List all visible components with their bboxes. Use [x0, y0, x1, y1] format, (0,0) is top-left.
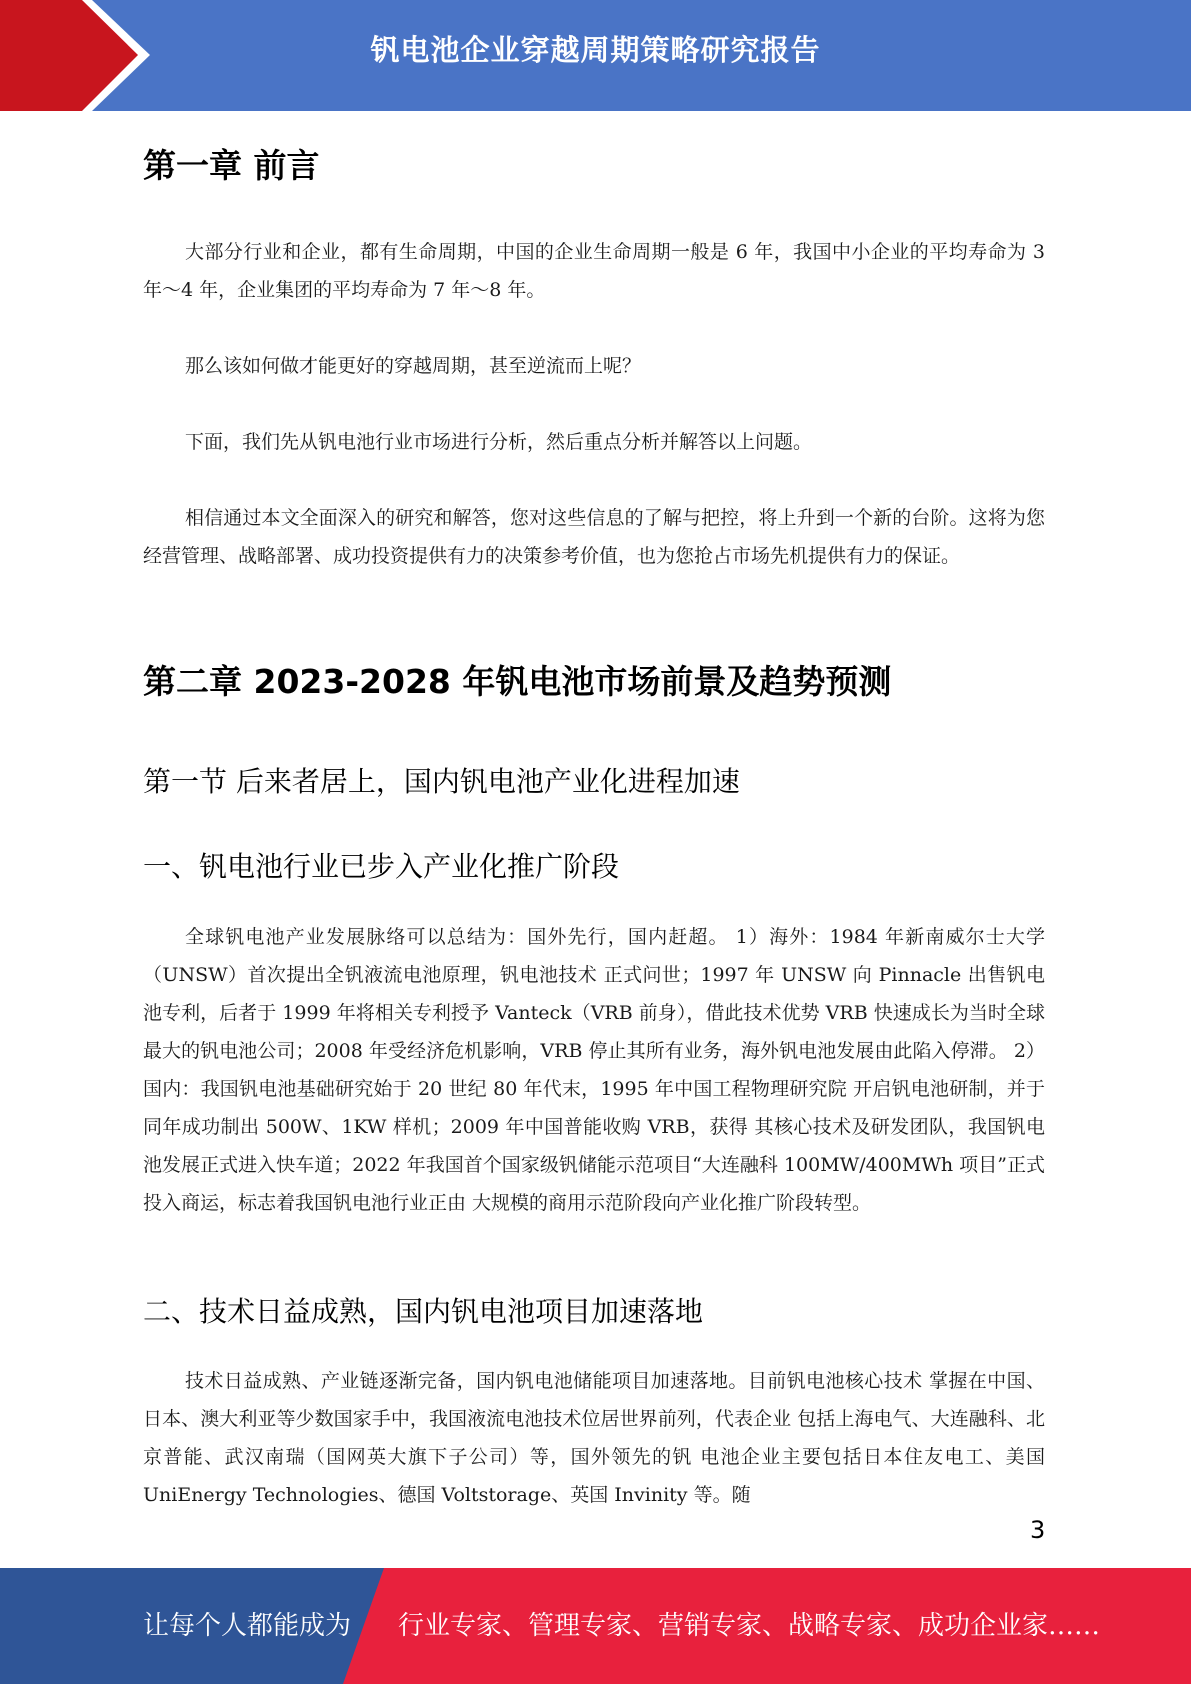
chapter-1-paragraph: 下面，我们先从钒电池行业市场进行分析，然后重点分析并解答以上问题。 [185, 431, 813, 453]
footer-band [0, 1568, 1191, 1684]
subsection-1-paragraph: 全球钒电池产业发展脉络可以总结为：国外先行，国内赶超。 1）海外：1984 年新南威尔士大学（UNSW）首次提出全钒液流电池原理，钒电池技术 正式问世；1997 年 UNSW 向 Pinnacle 出售钒电池专利，后者于 1999 年将相关专利授予 Vanteck（VRB 前身），借此技术优势 VRB 快速成长为当时全球最大的钒电池公司；2008 年受经济危机影响，VRB 停止其所有业务，海外钒电池发展由此陷入停滞。 2）国内：我国钒电池基础研究始于 20 世纪 80 年代末，1995 年中国工程物理研究院 开启钒电池研制，并于同年成功制出 500W、1KW 样机；2009 年中国普能收购 VRB，获得 其核心技术及研发团队，我国钒电池发展正式进入快车道；2022 年我国首个国家级钒储能示范项目“大连融科 100MW/400MWh 项目”正式投入商运，标志着我国钒电池行业正由 大规模的商用示范阶段向产业化推广阶段转型。 [143, 926, 1045, 1214]
page-number: 3 [1030, 1516, 1046, 1544]
subsection-2-paragraph: 技术日益成熟、产业链逐渐完备，国内钒电池储能项目加速落地。目前钒电池核心技术 掌握在中国、日本、澳大利亚等少数国家手中，我国液流电池技术位居世界前列，代表企业 包括上海电气、大连融科、北京普能、武汉南瑞（国网英大旗下子公司）等，国外领先的钒 电池企业主要包括日本住友电工、美国 UniEnergy Technologies、德国 Voltstorage、英国 Invinity 等。随 [143, 1370, 1045, 1506]
chapter-1-paragraph: 那么该如何做才能更好的穿越周期，甚至逆流而上呢？ [185, 355, 642, 377]
chapter-1-paragraph: 相信通过本文全面深入的研究和解答，您对这些信息的了解与把控，将上升到一个新的台阶。这将为您经营管理、战略部署、成功投资提供有力的决策参考价值，也为您抢占市场先机提供有力的保证。 [143, 507, 1045, 567]
header-band [0, 0, 1191, 111]
subsection-2-heading: 二、技术日益成熟，国内钒电池项目加速落地 [143, 1295, 704, 1328]
chapter-2-heading: 第二章 2023-2028 年钒电池市场前景及趋势预测 [143, 662, 892, 701]
footer-slogan-left: 让每个人都能成为 [143, 1611, 352, 1641]
footer-slogan-right: 行业专家、管理专家、营销专家、战略专家、成功企业家…… [398, 1611, 1101, 1641]
chapter-1-heading: 第一章 前言 [143, 146, 320, 185]
report-title: 钒电池企业穿越周期策略研究报告 [370, 33, 821, 67]
section-1-heading: 第一节 后来者居上，国内钒电池产业化进程加速 [143, 765, 740, 798]
chapter-1-paragraph: 大部分行业和企业，都有生命周期，中国的企业生命周期一般是 6 年，我国中小企业的平均寿命为 3 年～4 年，企业集团的平均寿命为 7 年～8 年。 [143, 241, 1045, 301]
subsection-1-heading: 一、钒电池行业已步入产业化推广阶段 [143, 850, 620, 883]
